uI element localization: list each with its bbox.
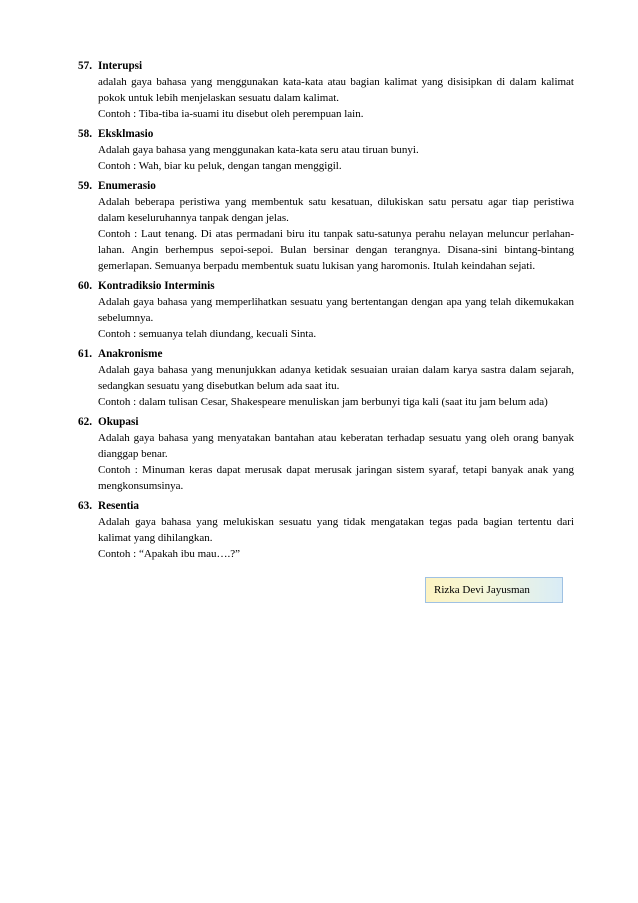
entry-body [78, 514, 574, 562]
entry-62 [78, 414, 574, 494]
entry-example: Contoh : Wah, biar ku peluk, dengan tangan menggigil. [98, 160, 342, 172]
entry-body [78, 194, 574, 274]
entry-number: 63. [78, 500, 92, 512]
entry-definition: Adalah gaya bahasa yang melukiskan sesuatu yang tidak mengatakan tegas pada bagian tertentu dari kalimat yang dihilangkan. [98, 516, 574, 544]
entry-heading [78, 346, 574, 362]
entry-title: Interupsi [98, 60, 143, 72]
entry-body [78, 74, 574, 122]
entry-definition: Adalah gaya bahasa yang memperlihatkan sesuatu yang bertentangan dengan apa yang telah dikemukakan sebelumnya. [98, 296, 574, 324]
entry-number: 62. [78, 416, 92, 428]
entry-60 [78, 278, 574, 342]
entry-definition: Adalah gaya bahasa yang menyatakan bantahan atau keberatan terhadap sesuatu yang oleh orang banyak dianggap benar. [98, 432, 574, 460]
author-credit-box: Rizka Devi Jayusman [425, 577, 563, 603]
entry-heading [78, 498, 574, 514]
entry-definition: adalah gaya bahasa yang menggunakan kata-kata atau bagian kalimat yang disisipkan di dalam kalimat pokok untuk lebih menjelaskan sesuatu dalam kalimat. [98, 76, 574, 104]
entry-59 [78, 178, 574, 274]
entry-body [78, 294, 574, 342]
entry-number: 60. [78, 280, 92, 292]
entry-body [78, 142, 574, 174]
entry-57 [78, 58, 574, 122]
entry-heading [78, 126, 574, 142]
entry-58 [78, 126, 574, 174]
entry-example: Contoh : “Apakah ibu mau….?” [98, 548, 241, 560]
entry-example: Contoh : Minuman keras dapat merusak dapat merusak jaringan sistem syaraf, tetapi banyak anak yang mengkonsumsinya. [98, 464, 574, 492]
entry-title: Eksklmasio [98, 128, 154, 140]
entry-body [78, 362, 574, 410]
entry-body [78, 430, 574, 494]
entry-63 [78, 498, 574, 562]
entry-title: Kontradiksio Interminis [98, 280, 215, 292]
entry-definition: Adalah gaya bahasa yang menggunakan kata-kata seru atau tiruan bunyi. [98, 144, 419, 156]
entry-list [78, 58, 574, 566]
entry-title: Anakronisme [98, 348, 163, 360]
entry-61 [78, 346, 574, 410]
entry-title: Okupasi [98, 416, 139, 428]
entry-number: 58. [78, 128, 92, 140]
entry-number: 57. [78, 60, 92, 72]
entry-example: Contoh : semuanya telah diundang, kecuali Sinta. [98, 328, 317, 340]
entry-title: Resentia [98, 500, 140, 512]
entry-number: 61. [78, 348, 92, 360]
entry-heading [78, 414, 574, 430]
entry-number: 59. [78, 180, 92, 192]
entry-heading [78, 178, 574, 194]
entry-title: Enumerasio [98, 180, 156, 192]
entry-example: Contoh : Tiba-tiba ia-suami itu disebut oleh perempuan lain. [98, 108, 364, 120]
entry-definition: Adalah gaya bahasa yang menunjukkan adanya ketidak sesuaian uraian dalam karya sastra dalam sejarah, sedangkan sesuatu yang disebutkan belum ada saat itu. [98, 364, 574, 392]
entry-example: Contoh : dalam tulisan Cesar, Shakespeare menuliskan jam berbunyi tiga kali (saat itu jam belum ada) [98, 396, 548, 408]
entry-heading [78, 58, 574, 74]
entry-example: Contoh : Laut tenang. Di atas permadani biru itu tanpak satu-satunya perahu nelayan meluncur perlahan-lahan. Angin berhempus sepoi-sepoi. Bulan bersinar dengan terangnya. Disana-sini bintang-bintang gemerlapan. Semuanya berpadu membentuk suatu lukisan yang haromonis. Itulah keindahan sejati. [98, 228, 574, 272]
entry-heading [78, 278, 574, 294]
entry-definition: Adalah beberapa peristiwa yang membentuk satu kesatuan, dilukiskan satu persatu agar tiap peristiwa dalam keseluruhannya tanpak dengan jelas. [98, 196, 574, 224]
